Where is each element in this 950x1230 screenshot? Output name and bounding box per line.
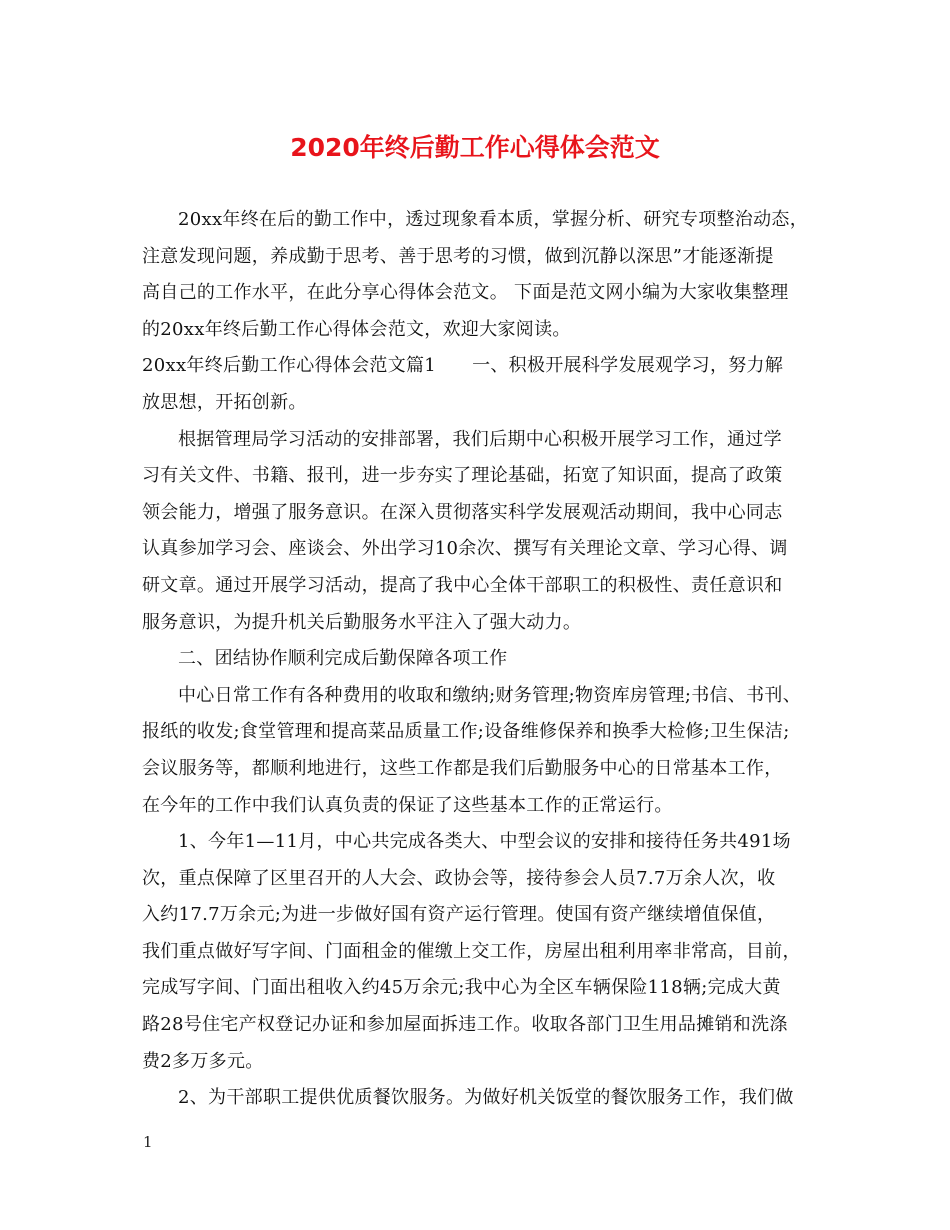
body-line: 费2多万多元。 xyxy=(142,1050,264,1072)
document-body xyxy=(142,202,814,1117)
body-line: 会议服务等，都顺利地进行，这些工作都是我们后勤服务中心的日常基本工作， xyxy=(142,757,783,779)
document-title: 2020年终后勤工作心得体会范文 xyxy=(290,133,660,162)
body-line: 领会能力，增强了服务意识。在深入贯彻落实科学发展观活动期间，我中心同志 xyxy=(142,501,783,523)
section-heading-line xyxy=(142,348,814,385)
body-line: 报纸的收发;食堂管理和提高菜品质量工作;设备维修保养和换季大检修;卫生保洁; xyxy=(142,721,790,743)
body-line: 1、今年1—11月，中心共完成各类大、中型会议的安排和接待任务共491场 xyxy=(178,831,791,853)
body-line: 中心日常工作有各种费用的收取和缴纳;财务管理;物资库房管理;书信、书刊、 xyxy=(178,684,801,706)
body-line: 的20xx年终后勤工作心得体会范文，欢迎大家阅读。 xyxy=(142,318,571,340)
body-line: 放思想，开拓创新。 xyxy=(142,391,307,413)
body-line: 入约17.7万余元;为进一步做好国有资产运行管理。使国有资产继续增值保值， xyxy=(142,904,776,926)
page-number: 1 xyxy=(143,1133,153,1151)
body-line: 认真参加学习会、座谈会、外出学习10余次、撰写有关理论文章、学习心得、调 xyxy=(142,538,788,560)
body-text: 一、积极开展科学发展观学习，努力解 xyxy=(472,355,784,377)
body-line: 在今年的工作中我们认真负责的保证了这些基本工作的正常运行。 xyxy=(142,794,673,816)
body-line: 次，重点保障了区里召开的人大会、政协会等，接待参会人员7.7万余人次，收 xyxy=(142,867,776,889)
body-line: 习有关文件、书籍、报刊，进一步夯实了理论基础，拓宽了知识面，提高了政策 xyxy=(142,465,783,487)
body-line: 研文章。通过开展学习活动，提高了我中心全体干部职工的积极性、责任意识和 xyxy=(142,574,783,596)
body-line: 我们重点做好写字间、门面租金的催缴上交工作，房屋出租利用率非常高，目前， xyxy=(142,940,801,962)
body-line: 高自己的工作水平，在此分享心得体会范文。 下面是范文网小编为大家收集整理 xyxy=(142,282,789,304)
body-line: 20xx年终在后的勤工作中，透过现象看本质，掌握分析、研究专项整治动态， xyxy=(178,209,809,230)
body-line: 二、团结协作顺利完成后勤保障各项工作 xyxy=(178,648,508,670)
body-line: 根据管理局学习活动的安排部署，我们后期中心积极开展学习工作，通过学 xyxy=(178,428,782,450)
body-line: 路28号住宅产权登记办证和参加屋面拆违工作。收取各部门卫生用品摊销和洗涤 xyxy=(142,1014,788,1036)
body-line: 注意发现问题，养成勤于思考、善于思考的习惯，做到沉静以深思”才能逐渐提 xyxy=(142,245,774,267)
body-line: 完成写字间、门面出租收入约45万余元;我中心为全区车辆保险118辆;完成大黄 xyxy=(142,977,781,999)
section-heading: 20xx年终后勤工作心得体会范文篇1 xyxy=(142,355,437,377)
body-line: 服务意识，为提升机关后勤服务水平注入了强大动力。 xyxy=(142,611,582,633)
body-line: 2、为干部职工提供优质餐饮服务。为做好机关饭堂的餐饮服务工作，我们做 xyxy=(178,1087,794,1109)
